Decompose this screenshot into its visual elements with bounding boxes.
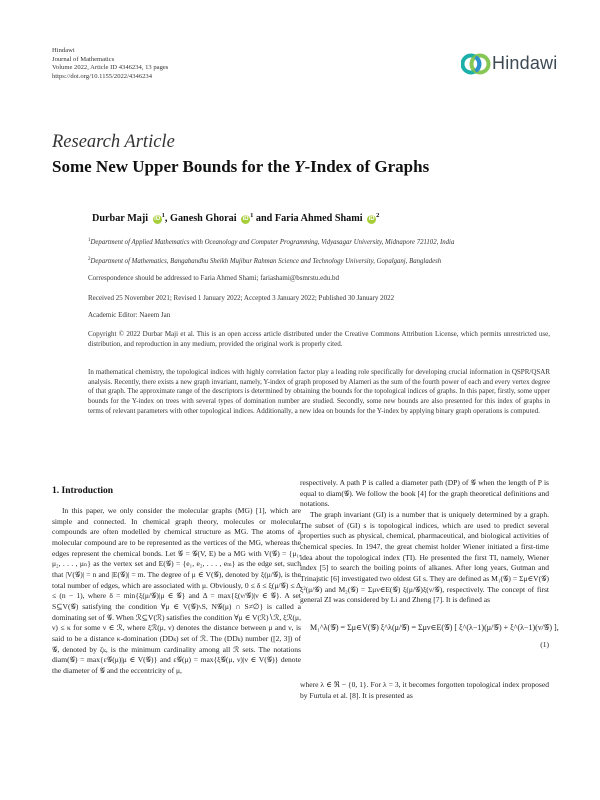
equation-1	[300, 623, 559, 653]
title-italic-y: Y	[294, 157, 305, 176]
publisher-name: Hindawi	[52, 47, 75, 54]
body-paragraph: In this paper, we only consider the molecular graphs (MG) [1], which are simple and connected. In chemical graph theory, molecules or molecular compounds are often modelled by chemical structure as MG. The atoms of a molecular compound are to be represented as the vertices of the MG, whereas the edges represent the chemical bonds. Let 𝒢 = 𝒢(V, E) be a MG with V(𝒢) = {μ₁, μ₂, . . . , μₙ} as the vertex set and E(𝒢) = {e₁, e₂, . . . , eₘ} as the edge set, such that |V(𝒢)| = n and |E(𝒢)| = m. The degree of μ ∈ V(𝒢), denoted by ξ(μ/𝒢), is the total number of edges, which are associated with μ. Obviously, 0 ≤ δ ≤ ξ(μ/𝒢) ≤ Δ ≤ (n − 1), where δ = min{ξ(μ/𝒢)|μ ∈ 𝒢} and Δ = max{ξ(ν/𝒢)|ν ∈ 𝒢}. A set S⊆V(𝒢) satisfying the condition ∀μ ∈ V(𝒢)∖S, N𝒢(μ) ∩ S≠∅} is called a dominating set of 𝒢. When ℛ⊆V(ℛ) satisfies the condition ∀μ ∈ V(ℛ)∖ℛ, ξℛ(μ, ν) ≤ κ for some ν ∈ ℛ, where ξℛ(μ, ν) denotes the distance between μ and ν, is said to be a distance κ-domination (DDₖ) set of ℛ. The (DDₖ) number ([2, 3]) of 𝒢, denoted by ζₖ, is the minimum cardinality among all ℛ sets. The notations diam(𝒢) = max{ε𝒢(μ)|μ ∈ V(𝒢)} and ε𝒢(μ) = max{ξ𝒢(μ, ν)|ν ∈ V(𝒢)} denote the diameter of 𝒢 and the eccentricity of μ,	[52, 506, 301, 675]
article-type: Research Article	[52, 132, 175, 152]
orcid-icon[interactable]: iD	[368, 216, 375, 222]
doi-link[interactable]: https://doi.org/10.1155/2022/4346234	[52, 72, 153, 80]
academic-editor: Academic Editor: Naeem Jan	[88, 311, 171, 319]
author-list	[92, 212, 379, 224]
author-and: and	[253, 213, 275, 224]
right-column-bottom	[300, 680, 549, 701]
hindawi-logo	[461, 48, 561, 82]
title-part-2: -Index of Graphs	[304, 157, 430, 176]
abstract: In mathematical chemistry, the topological indices with highly correlation factor play a leading role specifically for developing crucial information in QSPR/QSAR analysis. Recently, there exists a new graph invariant, namely, Y-index of graph proposed by Alameri as the sum of the fourth power of each and every vertex degree of that graph. The approximate range of the descriptors is determined by obtaining the bounds for the topological indices of graphs. In this paper, firstly, some upper bounds for the Y-index on trees with several types of domination number are studied. Secondly, some new bounds are also presented for this index of graphs in terms of relevant parameters with other topological indices. Additionally, a new idea on bounds for the Y-index by applying binary graph operations is computed.	[88, 368, 550, 415]
affiliation-1	[88, 236, 548, 247]
author-name: Durbar Maji	[92, 213, 149, 224]
volume-line: Volume 2022, Article ID 4346234, 13 pages	[52, 64, 169, 72]
author-affil-sup: 1	[250, 212, 254, 219]
affiliation-text: Department of Mathematics, Bangabandhu Sheikh Mujibur Rahman Science and Technology University, Gopalganj, Bangladesh	[90, 258, 442, 265]
affiliation-sup: 1	[88, 238, 91, 243]
publication-dates: Received 25 November 2021; Revised 1 January 2022; Accepted 3 January 2022; Published 30 January 2022	[88, 294, 395, 302]
right-column-top	[300, 478, 549, 606]
author-comma: ,	[164, 213, 168, 224]
journal-meta	[52, 47, 168, 81]
left-column	[52, 506, 301, 677]
affiliation-text: Department of Applied Mathematics with Oceanology and Computer Programming, Vidyasagar University, Midnapore 721102, India	[90, 239, 455, 246]
hindawi-logo-icon	[461, 51, 491, 77]
journal-name: Journal of Mathematics	[52, 55, 115, 63]
title-part-1: Some New Upper Bounds for the	[52, 157, 295, 176]
copyright-notice: Copyright © 2022 Durbar Maji et al. This is an open access article distributed under the Creative Commons Attribution License, which permits unrestricted use, distribution, and reproduction in any medium, provided the original work is properly cited.	[88, 330, 550, 348]
affiliation-sup: 2	[88, 257, 91, 262]
author-name: Ganesh Ghorai	[170, 213, 237, 224]
hindawi-logo-word: Hindawi	[492, 53, 558, 73]
affiliation-2	[88, 255, 548, 266]
body-paragraph: where λ ∈ ℜ − {0, 1}. For λ = 3, it becomes forgotten topological index proposed by Furtula et al. [8]. It is presented as	[300, 680, 549, 700]
orcid-icon[interactable]: iD	[242, 216, 249, 222]
paper-title	[52, 157, 429, 177]
equation-number: (1)	[540, 640, 549, 649]
author-affil-sup: 1	[161, 212, 165, 219]
section-heading: 1. Introduction	[52, 486, 114, 496]
correspondence: Correspondence should be addressed to Faria Ahmed Shami; fariashami@bsmrstu.edu.bd	[88, 274, 340, 282]
orcid-icon[interactable]: iD	[154, 216, 161, 222]
author-name: Faria Ahmed Shami	[274, 213, 363, 224]
equation-body: M₁^λ(𝒢) = Σμ∈V(𝒢) ξ^λ(μ/𝒢) = Σμν∈E(𝒢) [ ξ^(λ−1)(μ/𝒢) + ξ^(λ−1)(ν/𝒢) ],	[310, 623, 559, 632]
author-affil-sup: 2	[376, 212, 380, 219]
body-paragraph: The graph invariant (GI) is a number that is uniquely determined by a graph. The subset of (GI) s is topological indices, which are used to predict several properties such as physical, chemical, pharmaceutical, and biological activities of chemical species. In 1947, the great chemist holder Wiener initiated a first-time idea about the topological index (TI). He presented the first TI, namely, Wiener index [5] to search the boiling points of alkanes. After long years, Gutman and Trinajstic [6] investigated two oldest GI s. They are defined as M₁(𝒢) = Σμ∈V(𝒢) ξ²(μ/𝒢) and M₂(𝒢) = Σμν∈E(𝒢) ξ(μ/𝒢)ξ(ν/𝒢), respectively. The concept of first general ZI was considered by Li and Zheng [7]. It is defined as	[300, 509, 549, 605]
body-paragraph: respectively. A path P is called a diameter path (DP) of 𝒢 when the length of P is equal to diam(𝒢). We follow the book [4] for the graph theoretical definitions and notations.	[300, 478, 549, 509]
